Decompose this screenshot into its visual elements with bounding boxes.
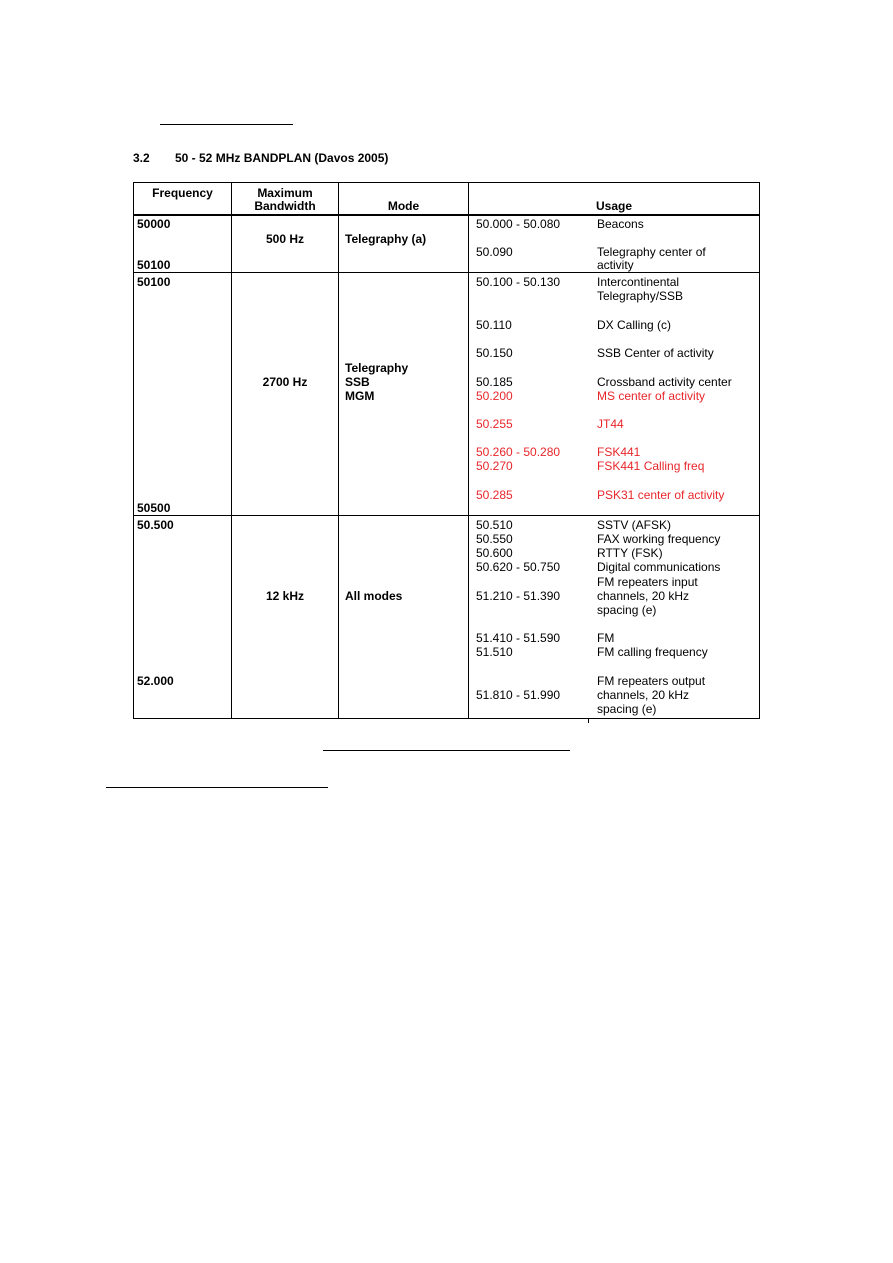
usage-text: Intercontinental bbox=[597, 275, 680, 289]
row1-mode: Telegraphy (a) bbox=[345, 232, 427, 246]
usage-text: activity bbox=[597, 258, 634, 272]
usage-text: MS center of activity bbox=[597, 389, 706, 403]
header-bandwidth-line1: Maximum bbox=[257, 186, 313, 200]
usage-text: channels, 20 kHz bbox=[597, 688, 690, 702]
header-bandwidth-line2: Bandwidth bbox=[254, 199, 316, 213]
row1-freq-end: 50100 bbox=[137, 258, 171, 272]
usage-text: DX Calling (c) bbox=[597, 318, 672, 332]
row-divider-2 bbox=[133, 515, 760, 516]
usage-text: Digital communications bbox=[597, 560, 721, 574]
usage-freq: 51.810 - 51.990 bbox=[476, 688, 561, 702]
usage-text: SSB Center of activity bbox=[597, 346, 714, 360]
bottom-center-rule bbox=[323, 750, 570, 751]
usage-freq: 50.185 bbox=[476, 375, 513, 389]
bandplan-table bbox=[133, 182, 760, 719]
usage-freq: 50.285 bbox=[476, 488, 513, 502]
usage-freq: 50.510 bbox=[476, 518, 513, 532]
usage-text: FM repeaters input bbox=[597, 575, 698, 589]
col-divider-1 bbox=[231, 182, 232, 719]
usage-freq: 51.210 - 51.390 bbox=[476, 589, 561, 603]
row2-freq-end: 50500 bbox=[137, 501, 171, 515]
table-corner-tick bbox=[588, 719, 589, 723]
row-divider-1 bbox=[133, 272, 760, 273]
usage-freq: 51.510 bbox=[476, 645, 513, 659]
bottom-left-rule bbox=[106, 787, 328, 788]
usage-text: PSK31 center of activity bbox=[597, 488, 725, 502]
usage-freq: 50.100 - 50.130 bbox=[476, 275, 561, 289]
col-divider-3 bbox=[468, 182, 469, 719]
usage-text: FAX working frequency bbox=[597, 532, 721, 546]
usage-text: FM repeaters output bbox=[597, 674, 706, 688]
usage-freq: 51.410 - 51.590 bbox=[476, 631, 561, 645]
usage-text: Telegraphy/SSB bbox=[597, 289, 684, 303]
usage-freq: 50.000 - 50.080 bbox=[476, 217, 561, 231]
row2-mode-line1: Telegraphy bbox=[345, 361, 409, 375]
usage-text: channels, 20 kHz bbox=[597, 589, 690, 603]
top-rule bbox=[160, 124, 293, 125]
usage-freq: 50.200 bbox=[476, 389, 513, 403]
usage-text: FM bbox=[597, 631, 615, 645]
usage-text: JT44 bbox=[597, 417, 624, 431]
row2-mode-line3: MGM bbox=[345, 389, 375, 403]
usage-text: SSTV (AFSK) bbox=[597, 518, 672, 532]
usage-text: FM calling frequency bbox=[597, 645, 708, 659]
usage-freq: 50.600 bbox=[476, 546, 513, 560]
row3-freq-start: 50.500 bbox=[137, 518, 174, 532]
row2-mode-line2: SSB bbox=[345, 375, 370, 389]
usage-text: spacing (e) bbox=[597, 603, 657, 617]
col-divider-2 bbox=[338, 182, 339, 719]
usage-freq: 50.255 bbox=[476, 417, 513, 431]
section-number: 3.2 bbox=[133, 151, 150, 165]
usage-text: Beacons bbox=[597, 217, 644, 231]
row2-freq-start: 50100 bbox=[137, 275, 171, 289]
row2-bandwidth: 2700 Hz bbox=[262, 375, 308, 389]
usage-text: FSK441 bbox=[597, 445, 641, 459]
usage-freq: 50.090 bbox=[476, 245, 513, 259]
usage-freq: 50.550 bbox=[476, 532, 513, 546]
header-mode: Mode bbox=[387, 199, 420, 213]
usage-text: Telegraphy center of bbox=[597, 245, 706, 259]
usage-freq: 50.260 - 50.280 bbox=[476, 445, 561, 459]
usage-freq: 50.150 bbox=[476, 346, 513, 360]
usage-text: FSK441 Calling freq bbox=[597, 459, 705, 473]
header-usage: Usage bbox=[595, 199, 633, 213]
section-title: 50 - 52 MHz BANDPLAN (Davos 2005) bbox=[175, 151, 389, 165]
header-frequency: Frequency bbox=[152, 186, 213, 200]
row3-mode: All modes bbox=[345, 589, 403, 603]
section-heading bbox=[133, 151, 388, 165]
header-divider bbox=[133, 214, 760, 216]
usage-text: spacing (e) bbox=[597, 702, 657, 716]
row1-freq-start: 50000 bbox=[137, 217, 171, 231]
row3-freq-end: 52.000 bbox=[137, 674, 174, 688]
usage-freq: 50.620 - 50.750 bbox=[476, 560, 561, 574]
row1-bandwidth: 500 Hz bbox=[265, 232, 305, 246]
usage-freq: 50.110 bbox=[476, 318, 512, 332]
usage-text: RTTY (FSK) bbox=[597, 546, 663, 560]
usage-freq: 50.270 bbox=[476, 459, 513, 473]
usage-text: Crossband activity center bbox=[597, 375, 732, 389]
row3-bandwidth: 12 kHz bbox=[265, 589, 305, 603]
